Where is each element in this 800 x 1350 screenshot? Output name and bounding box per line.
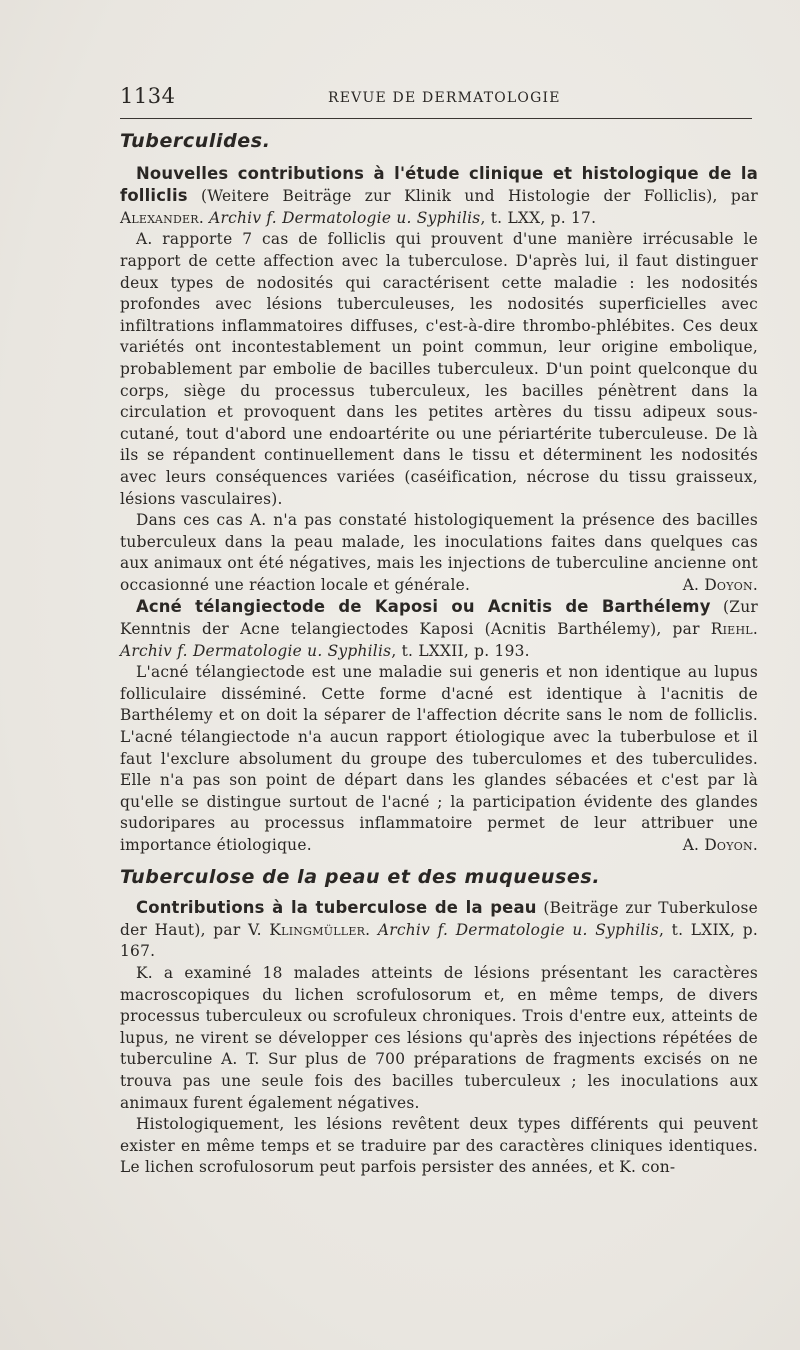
section-title-tuberculose-peau: Tuberculose de la peau et des muqueuses. <box>120 865 601 888</box>
signature: A. Doyon. <box>682 836 758 854</box>
paragraph <box>120 662 758 856</box>
article-acne-telangiectode <box>120 596 758 856</box>
article-reference-tail: , t. LXX, p. 17. <box>480 208 597 227</box>
article-author: Klingmüller. <box>269 920 371 939</box>
article-journal: Archiv f. Dermatologie u. Syphilis <box>209 208 481 227</box>
article-title: Nouvelles contributions à l'étude clinique et histologique de la folliclis <box>120 163 758 206</box>
paragraph <box>120 510 758 596</box>
article-heading <box>120 163 758 230</box>
header-rule <box>120 118 752 119</box>
article-journal: Archiv f. Dermatologie u. Syphilis <box>377 920 659 939</box>
article-reference: (Beiträge zur Tuberkulose der Haut), par V. <box>120 899 758 939</box>
article-author: Riehl. <box>710 620 758 639</box>
article-folliclis <box>120 163 758 597</box>
article-reference: (Weitere Beiträge zur Klinik und Histologie der Folliclis), par <box>187 187 758 206</box>
paragraph: Histologiquement, les lésions revêtent deux types différents qui peuvent exister en même temps et se traduire par des caractères cliniques identiques. Le lichen scrofulosorum peut parfois persister des années, et K. con- <box>120 1115 758 1177</box>
article-reference-tail: , t. LXXII, p. 193. <box>391 641 530 660</box>
article-journal: Archiv f. Dermatologie u. Syphilis <box>120 641 392 660</box>
article-tuberculose-peau <box>120 897 758 1179</box>
article-title: Contributions à la tuberculose de la peau <box>136 898 537 918</box>
article-title: Acné télangiectode de Kaposi ou Acnitis de Barthélemy <box>136 597 711 617</box>
page-number: 1134 <box>120 84 176 108</box>
paragraph-text: L'acné télangiectode est une maladie sui generis et non identique au lupus folliculaire disséminé. Cette forme d'acné est identique à l'acnitis de Barthélemy et on doit la séparer de l'affection décrite sans le nom de folliclis. L'acné télangiectode n'a aucun rapport étiologique avec la tuberbulose et il faut l'exclure absolument du groupe des tuberculomes et des tuberculides. Elle n'a pas son point de départ dans les glandes sébacées et c'est par là qu'elle se distingue surtout de l'acné ; la participation évidente des glandes sudoripares au processus inflammatoire permet de leur attribuer une importance étiologique. <box>120 663 758 854</box>
article-reference: (Zur Kenntnis der Acne telangiectodes Kaposi (Acnitis Barthélemy), par <box>120 598 758 639</box>
paragraph: K. a examiné 18 malades atteints de lésions présentant les caractères macroscopiques du lichen scrofulosorum et, en même temps, de divers processus tuberculeux ou scrofuleux chroniques. Trois d'entre eux, atteints de lupus, ne virent se développer ces lésions qu'après des injections répétées de tuberculine A. T. Sur plus de 700 préparations de fragments excisés on ne trouva pas une seule fois des bacilles tuberculeux ; les inoculations aux animaux furent également négatives. <box>120 963 758 1112</box>
article-heading <box>120 596 758 662</box>
article-heading <box>120 897 758 963</box>
section-title-tuberculides: Tuberculides. <box>120 130 271 152</box>
page-body <box>120 131 758 1179</box>
article-reference-tail: , t. LXIX, p. 167. <box>120 920 758 961</box>
paragraph: A. rapporte 7 cas de folliclis qui prouvent d'une manière irrécusable le rapport de cette affection avec la tuberculose. D'après lui, il faut distinguer deux types de nodosités qui caractérisent cette maladie : les nodosités profondes avec lésions tuberculeuses, les nodosités superficielles avec infiltrations inflammatoires diffuses, c'est-à-dire thrombo-phlébites. Ces deux variétés ont incontestablement un point commun, leur origine embolique, probablement par embolie de bacilles tuberculeux. D'un point quelconque du corps, siège du processus tuberculeux, les bacilles pénètrent dans la circulation et provoquent dans les petites artères du tissu adipeux sous-cutané, tout d'abord une endoartérite ou une périartérite tuberculeuse. De là ils se répandent continuellement dans le tissu et déterminent les nodosités avec leurs conséquences variées (caséification, nécrose du tissu graisseux, lésions vasculaires). <box>120 230 758 508</box>
article-author: Alexander. <box>120 208 204 227</box>
running-head <box>120 80 758 110</box>
signature: A. Doyon. <box>682 575 758 594</box>
running-title: REVUE DE DERMATOLOGIE <box>328 90 561 106</box>
paragraph-text: Dans ces cas A. n'a pas constaté histologiquement la présence des bacilles tuberculeux dans la peau malade, les inoculations faites dans quelques cas aux animaux ont été négatives, mais les injections de tuberculine ancienne ont occasionné une réaction locale et générale. <box>120 511 758 594</box>
